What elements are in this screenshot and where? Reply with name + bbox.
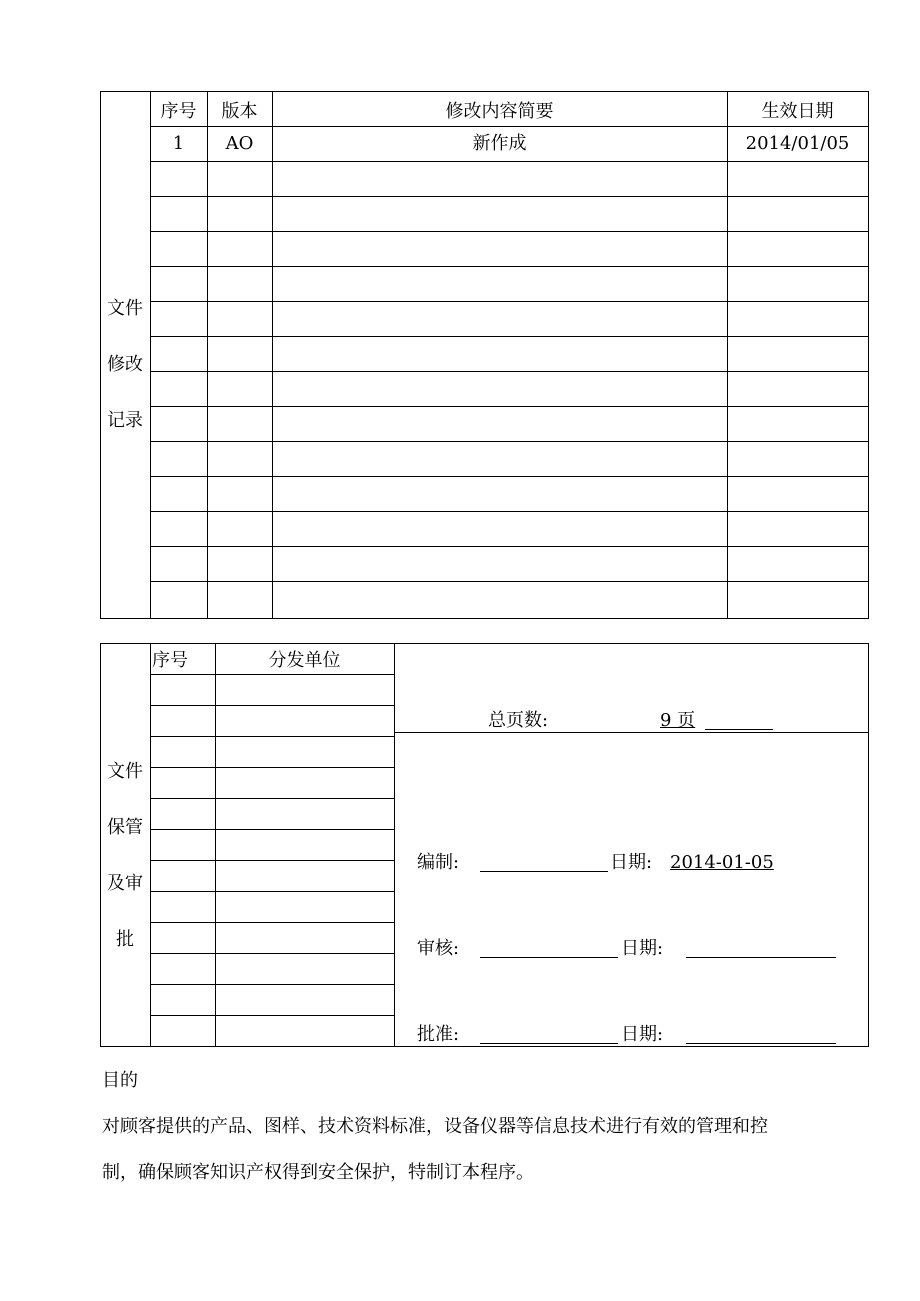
side-label-line: 及审: [107, 873, 143, 894]
total-pages-label: 总页数:: [488, 710, 549, 731]
purpose-line: 制，确保顾客知识产权得到安全保护，特制订本程序。: [102, 1162, 534, 1183]
row-seq: 1: [172, 133, 185, 154]
review-label: 审核:: [417, 938, 460, 959]
revision-side-label: [100, 298, 150, 466]
approve-date-line: [686, 1043, 836, 1044]
approve-signature-line: [480, 1043, 618, 1044]
prepared-date-value: 2014-01-05: [670, 852, 774, 873]
side-label-line: 修改: [107, 354, 143, 375]
row-summary: 新作成: [472, 133, 527, 154]
side-label-line: 记录: [107, 410, 143, 431]
review-signature-line: [480, 957, 618, 958]
side-label-line: 保管: [107, 817, 143, 838]
header-date: 生效日期: [761, 101, 834, 122]
prepared-date-label: 日期:: [610, 852, 653, 873]
side-label-line: 文件: [107, 761, 143, 782]
approve-date-label: 日期:: [621, 1024, 664, 1045]
total-pages-value: 9 页: [660, 710, 696, 731]
side-label-line: 批: [116, 929, 134, 950]
prepared-signature-line: [480, 871, 608, 872]
prepared-label: 编制:: [417, 852, 460, 873]
header-seq: 序号: [152, 650, 188, 671]
row-date: 2014/01/05: [745, 133, 850, 154]
header-version: 版本: [221, 101, 258, 122]
row-version: AO: [225, 133, 254, 154]
purpose-heading: 目的: [102, 1070, 138, 1091]
header-seq: 序号: [160, 101, 197, 122]
purpose-line: 对顾客提供的产品、图样、技术资料标准，设备仪器等信息技术进行有效的管理和控: [102, 1116, 768, 1137]
approval-side-label: [100, 761, 150, 985]
review-date-line: [686, 957, 836, 958]
side-label-line: 文件: [107, 298, 143, 319]
approve-label: 批准:: [417, 1024, 460, 1045]
header-unit: 分发单位: [268, 650, 341, 671]
header-summary: 修改内容简要: [445, 101, 554, 122]
review-date-label: 日期:: [621, 938, 664, 959]
